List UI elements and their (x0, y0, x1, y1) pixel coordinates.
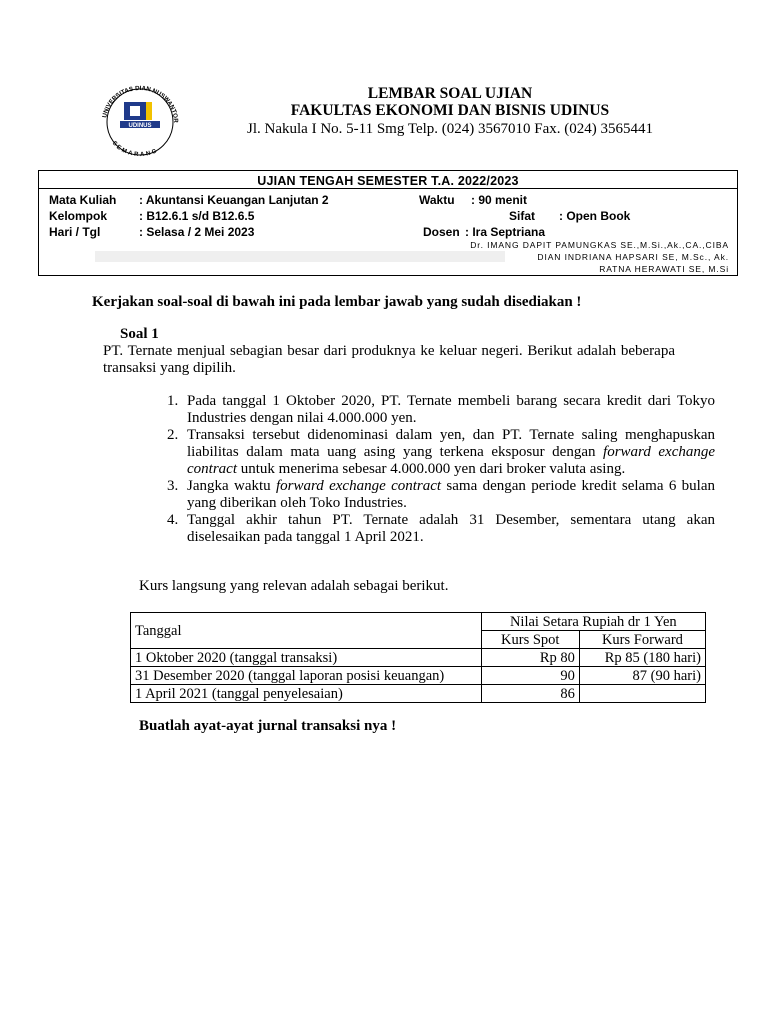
rate-intro: Kurs langsung yang relevan adalah sebagai berikut. (139, 578, 449, 594)
dosen-label: Dosen (423, 225, 460, 239)
logo-brand-text: UDINUS (128, 123, 152, 129)
exam-info-box (38, 170, 738, 276)
kelompok-label: Kelompok (49, 209, 108, 223)
header-forward: Kurs Forward (579, 631, 705, 649)
waktu-label: Waktu (419, 193, 455, 207)
instruction: Kerjakan soal-soal di bawah ini pada lembar jawab yang sudah disediakan ! (92, 294, 582, 310)
table-row: 31 Desember 2020 (tanggal laporan posisi keuangan) 90 87 (90 hari) (131, 667, 706, 685)
list-item: 1. Pada tanggal 1 Oktober 2020, PT. Ternate membeli barang secara kredit dari Tokyo Industries dengan nilai 4.000.000 yen. (167, 393, 715, 426)
list-item: 4. Tanggal akhir tahun PT. Ternate adalah 31 Desember, sementara utang akan diselesaikan pada tanggal 1 April 2021. (167, 512, 715, 545)
logo-arc-text: UNIVERSITAS DIAN NUSWANTOR (101, 84, 180, 123)
waktu-value: : 90 menit (471, 193, 528, 207)
mata-kuliah-label: Mata Kuliah (49, 193, 117, 207)
lecturer-name: RATNA HERAWATI SE, M.Si (599, 264, 729, 274)
task-instruction: Buatlah ayat-ayat jurnal transaksi nya ! (139, 718, 397, 734)
dosen-value: : Ira Septriana (465, 225, 546, 239)
row-kelompok (49, 209, 630, 223)
row-mata-kuliah (49, 193, 527, 207)
letterhead (200, 85, 700, 139)
list-item: 3. Jangka waktu forward exchange contract sama dengan periode kredit selama 6 bulan yang diberikan oleh Toko Industries. (167, 478, 715, 511)
question-intro: PT. Ternate menjual sebagian besar dari produknya ke keluar negeri. Berikut adalah beberapa transaksi yang dipilih. (103, 343, 675, 376)
table-row: 1 Oktober 2020 (tanggal transaksi) Rp 80 Rp 85 (180 hari) (131, 649, 706, 667)
header-spot: Kurs Spot (481, 631, 579, 649)
table-row: 1 April 2021 (tanggal penyelesaian) 86 (131, 685, 706, 703)
header-faculty: FAKULTAS EKONOMI DAN BISNIS UDINUS (290, 102, 610, 119)
exchange-rate-table (130, 612, 706, 703)
row-hari (49, 225, 545, 239)
sifat-value: : Open Book (559, 209, 631, 223)
hari-label: Hari / Tgl (49, 225, 101, 239)
header-title: LEMBAR SOAL UJIAN (367, 85, 533, 102)
transaction-list (147, 393, 715, 546)
list-item: 2. Transaksi tersebut didenominasi dalam yen, dan PT. Ternate saling menghapuskan liabilitas dalam mata uang asing yang terkena eksposur dengan forward exchange contract untuk menerima sebesar 4.000.000 yen dari broker valuta asing. (167, 427, 716, 477)
header-tanggal: Tanggal (131, 613, 482, 649)
logo-city-text: SEMARANG (110, 140, 160, 158)
question-title: Soal 1 (120, 326, 159, 342)
mata-kuliah-value: : Akuntansi Keuangan Lanjutan 2 (139, 193, 329, 207)
hari-value: : Selasa / 2 Mei 2023 (139, 225, 255, 239)
lecturer-list (470, 239, 729, 275)
udinus-logo (94, 82, 186, 158)
header-group: Nilai Setara Rupiah dr 1 Yen (481, 613, 705, 631)
kelompok-value: : B12.6.1 s/d B12.6.5 (139, 209, 255, 223)
lecturer-name: Dr. IMANG DAPIT PAMUNGKAS SE.,M.Si.,Ak.,CA.,CIBA (470, 240, 729, 250)
sifat-label: Sifat (509, 209, 536, 223)
header-address: Jl. Nakula I No. 5-11 Smg Telp. (024) 3567010 Fax. (024) 3565441 (247, 121, 653, 137)
lecturer-name: DIAN INDRIANA HAPSARI SE, M.Sc., Ak. (537, 252, 729, 262)
exam-title: UJIAN TENGAH SEMESTER T.A. 2022/2023 (257, 174, 519, 188)
